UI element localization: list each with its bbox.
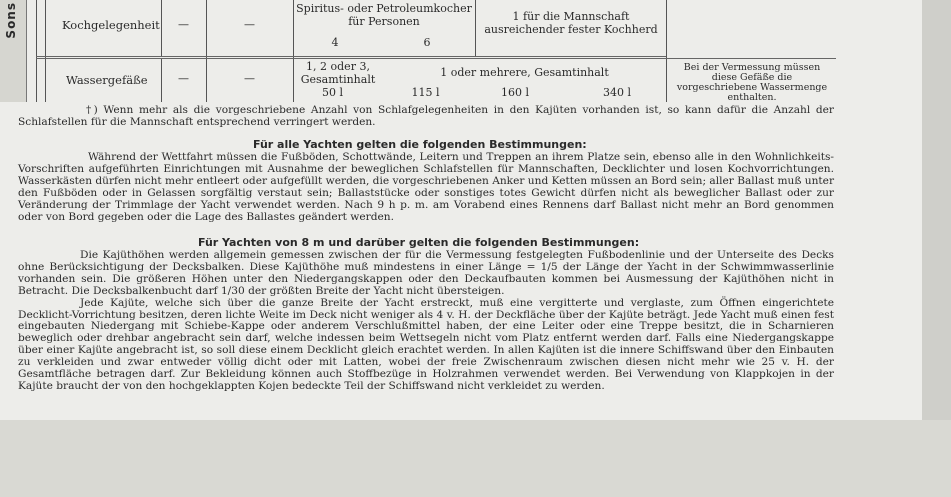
table-remark: Bei der Vermessung müssen diese Gefäße die vorgeschriebene Wassermenge enthalten. <box>676 62 828 103</box>
table-cell-value: 4 <box>331 36 339 49</box>
table-row-separator <box>36 56 666 57</box>
table-cell-value: 340 l <box>602 86 631 99</box>
paragraph-8m-yachts <box>18 250 834 393</box>
table-cell-gesamtinhalt: 1, 2 oder 3, Gesamtinhalt <box>300 60 376 86</box>
footnote-text: †) Wenn mehr als die vorgeschriebene Anzahl von Schlafgelegenheiten in den Kajüten vorhanden ist, so kann dafür die Anzahl der Schlafstellen für die Mannschaft entsprechend verringert werden. <box>18 104 834 128</box>
table-border-left <box>36 0 37 102</box>
scan-bottom-margin <box>0 420 951 497</box>
table-border-left-inner <box>45 0 46 102</box>
paragraph-text: Die Kajüthöhen werden allgemein gemessen zwischen der für die Vermessung festgelegten Fußbodenlinie und der Unterseite des Decks ohne Berücksichtigung der Decksbalken. Diese Kajüthöhe muß mindestens in einer Länge = 1/5 der Länge der Yacht in der Schwimmwasserlinie vorhanden sein. Die größeren Höhen unter den Niedergangskappen oder den Deckaufbauten kommen bei Ausmessung der Kajüthöhen nicht in Betracht. Die Decksbalkenbucht darf 1/30 der größten Breite der Yacht nicht übersteigen. <box>18 249 834 297</box>
table-dash: — <box>178 18 189 31</box>
table-dash: — <box>178 72 189 85</box>
table-dash: — <box>244 18 255 31</box>
table-cell-kocher-header: Spiritus- oder Petroleumkocher für Personen <box>296 2 472 28</box>
table-row-separator <box>36 58 836 59</box>
paragraph-all-yachts <box>18 152 834 223</box>
table-cell-value: 6 <box>423 36 431 49</box>
footnote <box>18 105 834 129</box>
paragraph-text: Während der Wettfahrt müssen die Fußböden, Schottwände, Leitern und Treppen an ihrem Platze sein, ebenso alle in den Wohnlichkeits-Vorschriften aufgeführten Einrichtungen mit Ausnahme der beweglichen Schlafstellen für Mannschaften, Decklichter und losen Kochvorrichtungen. Wasserkästen dürfen nicht mehr entleert oder aufgefüllt werden, die vorgeschriebenen Anker und Ketten müssen an Bord sein; aller Ballast muß unter den Fußböden oder in Gelassen sorgfältig verstaut sein; Ballaststücke oder sonstiges totes Gewicht dürfen nicht als beweglicher Ballast oder zur Veränderung der Trimmlage der Yacht verwendet werden. Nach 9 h p. m. am Vorabend eines Rennens darf Ballast nicht mehr an Bord genommen oder von Bord gegeben oder die Lage des Ballastes geändert werden. <box>18 151 835 223</box>
spine-label: Sons <box>4 2 18 39</box>
table-divider <box>666 0 667 102</box>
table-cell-value: 115 l <box>411 86 440 99</box>
section-heading-8m-yachts: Für Yachten von 8 m und darüber gelten die folgenden Bestimmungen: <box>198 236 640 249</box>
table-divider <box>206 0 207 102</box>
section-heading-all-yachts: Für alle Yachten gelten die folgenden Bestimmungen: <box>253 138 587 151</box>
binding-spine <box>0 0 27 102</box>
row-label-wassergefaesse: Wassergefäße <box>66 73 148 87</box>
table-cell-kochherd: 1 für die Mannschaft ausreichender fester Kochherd <box>484 10 658 36</box>
table-cell-value: 50 l <box>321 86 343 99</box>
table-cell-mehrere-header: 1 oder mehrere, Gesamtinhalt <box>440 66 609 79</box>
row-label-kochgelegenheit: Kochgelegenheit <box>62 18 160 32</box>
table-cell-value: 160 l <box>500 86 529 99</box>
table-dash: — <box>244 72 255 85</box>
paragraph-text: Jede Kajüte, welche sich über die ganze Breite der Yacht erstreckt, muß eine vergitterte und verglaste, zum Öffnen eingerichtete Decklicht-Vorrichtung besitzen, deren lichte Weite im Deck nicht weniger als 4 v. H. der Deckfläche über der Kajüte beträgt. Jede Yacht muß einen fest eingebauten Niedergang mit Schiebe-Kappe oder anderem Verschlußmittel haben, der eine Leiter oder eine Treppe besitzt, die in Scharnieren beweglich oder drehbar angebracht sein darf, welche indessen beim Wettsegeln nicht vom Platz entfernt werden darf. Falls eine Niedergangskappe über einer Kajüte angebracht ist, so soll diese einem Decklicht gleich erachtet werden. In allen Kajüten ist die innere Schiffswand über den Einbauten zu verkleiden und zwar entweder völlig dicht oder mit Latten, wobei der freie Zwischenraum zwischen diesen nicht mehr wie 25 v. H. der Gesamtfläche betragen darf. Zur Bekleidung können auch Stoffbezüge in Holzrahmen verwendet werden. Bei Verwendung von Klappkojen in der Kajüte braucht der von den hochgeklappten Kojen bedeckte Teil der Schiffswand nicht verkleidet zu werden. <box>18 296 834 392</box>
table-divider <box>475 0 476 56</box>
